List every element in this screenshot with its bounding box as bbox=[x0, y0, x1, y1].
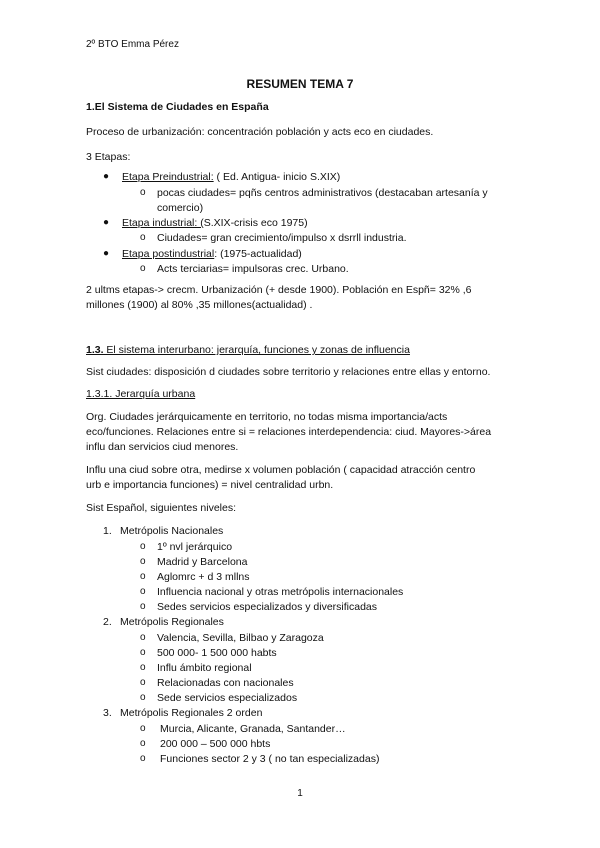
para-1-line-3: influ dan servicios ciud menores. bbox=[86, 441, 239, 453]
section-1-intro: Proceso de urbanización: concentración población y acts eco en ciudades. bbox=[86, 126, 434, 138]
section-1-heading: 1.El Sistema de Ciudades en España bbox=[86, 101, 269, 113]
circle-bullet-icon: o bbox=[140, 753, 146, 764]
section-1-3-heading bbox=[86, 344, 410, 356]
level-1-item: Madrid y Barcelona bbox=[157, 556, 248, 568]
stage-2-period: S.XIX-crisis eco 1975) bbox=[203, 217, 308, 229]
level-1-name: Metrópolis Nacionales bbox=[120, 525, 224, 537]
stage-3-detail-line-1: Acts terciarias= impulsoras crec. Urbano. bbox=[157, 263, 349, 275]
level-2-item: Valencia, Sevilla, Bilbao y Zaragoza bbox=[157, 632, 324, 644]
summary-line-2: millones (1900) al 80% ,35 millones(actualidad) . bbox=[86, 299, 313, 311]
stage-1-detail-line-2: comercio) bbox=[157, 202, 204, 214]
document-header: 2º BTO Emma Pérez bbox=[86, 39, 179, 50]
section-1-3-intro: Sist ciudades: disposición d ciudades sobre territorio y relaciones entre ellas y entorno. bbox=[86, 366, 491, 378]
para-1-line-1: Org. Ciudades jerárquicamente en territorio, no todas misma importancia/acts bbox=[86, 411, 448, 423]
circle-bullet-icon: o bbox=[140, 738, 146, 749]
circle-bullet-icon: o bbox=[140, 556, 146, 567]
para-2-line-2: urb e importancia funciones) = nivel centralidad urbn. bbox=[86, 479, 334, 491]
circle-bullet-icon: o bbox=[140, 723, 146, 734]
level-2-number: 2. bbox=[103, 616, 112, 628]
level-1-item: 1º nvl jerárquico bbox=[157, 541, 233, 553]
circle-bullet-icon: o bbox=[140, 571, 146, 582]
level-3-item: Murcia, Alicante, Granada, Santander… bbox=[160, 723, 346, 735]
document-title: RESUMEN TEMA 7 bbox=[246, 77, 354, 91]
level-1-number: 1. bbox=[103, 525, 112, 537]
para-1-line-2: eco/funciones. Relaciones entre si = relaciones interdependencia: ciud. Mayores->área bbox=[86, 426, 492, 438]
circle-bullet-icon: o bbox=[140, 187, 146, 198]
page-number: 1 bbox=[297, 788, 303, 799]
circle-bullet-icon: o bbox=[140, 647, 146, 658]
stage-2-name: Etapa industrial: ( bbox=[122, 217, 204, 229]
level-2-item: Sede servicios especializados bbox=[157, 692, 298, 704]
level-2-item: Influ ámbito regional bbox=[157, 662, 252, 674]
stage-1-period: ( Ed. Antigua- inicio S.XIX) bbox=[213, 171, 341, 183]
subsection-heading: 1.3.1. Jerarquía urbana bbox=[86, 388, 196, 400]
stage-1-detail-line-1: pocas ciudades= pqñs centros administrativos (destacaban artesanía y bbox=[157, 187, 488, 199]
bullet-icon: ● bbox=[103, 171, 110, 182]
circle-bullet-icon: o bbox=[140, 232, 146, 243]
para-2-line-1: Influ una ciud sobre otra, medirse x volumen población ( capacidad atracción centro bbox=[86, 464, 476, 476]
level-1-item: Sedes servicios especializados y diversificadas bbox=[157, 601, 378, 613]
level-3-number: 3. bbox=[103, 707, 112, 719]
stages-label: 3 Etapas: bbox=[86, 151, 131, 163]
stage-3-name: Etapa postindustrial bbox=[122, 248, 215, 260]
circle-bullet-icon: o bbox=[140, 632, 146, 643]
circle-bullet-icon: o bbox=[140, 541, 146, 552]
level-2-name: Metrópolis Regionales bbox=[120, 616, 224, 628]
level-1-item: Influencia nacional y otras metrópolis internacionales bbox=[157, 586, 404, 598]
level-3-item: Funciones sector 2 y 3 ( no tan especializadas) bbox=[160, 753, 380, 765]
level-3-name: Metrópolis Regionales 2 orden bbox=[120, 707, 263, 719]
bullet-icon: ● bbox=[103, 248, 110, 259]
level-2-item: 500 000- 1 500 000 habts bbox=[157, 647, 277, 659]
summary-line-1: 2 ultms etapas-> crecm. Urbanización (+ desde 1900). Población en Espñ= 32% ,6 bbox=[86, 284, 472, 296]
level-1-item: Aglomrc + d 3 mllns bbox=[157, 571, 250, 583]
stage-3-period: : (1975-actualidad) bbox=[214, 248, 302, 260]
circle-bullet-icon: o bbox=[140, 692, 146, 703]
circle-bullet-icon: o bbox=[140, 263, 146, 274]
section-1-3-title: El sistema interurbano: jerarquía, funciones y zonas de influencia bbox=[103, 344, 410, 356]
section-1-3-number: 1.3. bbox=[86, 344, 104, 356]
bullet-icon: ● bbox=[103, 217, 110, 228]
circle-bullet-icon: o bbox=[140, 662, 146, 673]
levels-label: Sist Español, siguientes niveles: bbox=[86, 502, 236, 514]
circle-bullet-icon: o bbox=[140, 677, 146, 688]
circle-bullet-icon: o bbox=[140, 586, 146, 597]
level-2-item: Relacionadas con nacionales bbox=[157, 677, 294, 689]
circle-bullet-icon: o bbox=[140, 601, 146, 612]
level-3-item: 200 000 – 500 000 hbts bbox=[160, 738, 271, 750]
stage-1-name: Etapa Preindustrial: bbox=[122, 171, 214, 183]
stage-2-detail-line-1: Ciudades= gran crecimiento/impulso x dsrrll industria. bbox=[157, 232, 407, 244]
